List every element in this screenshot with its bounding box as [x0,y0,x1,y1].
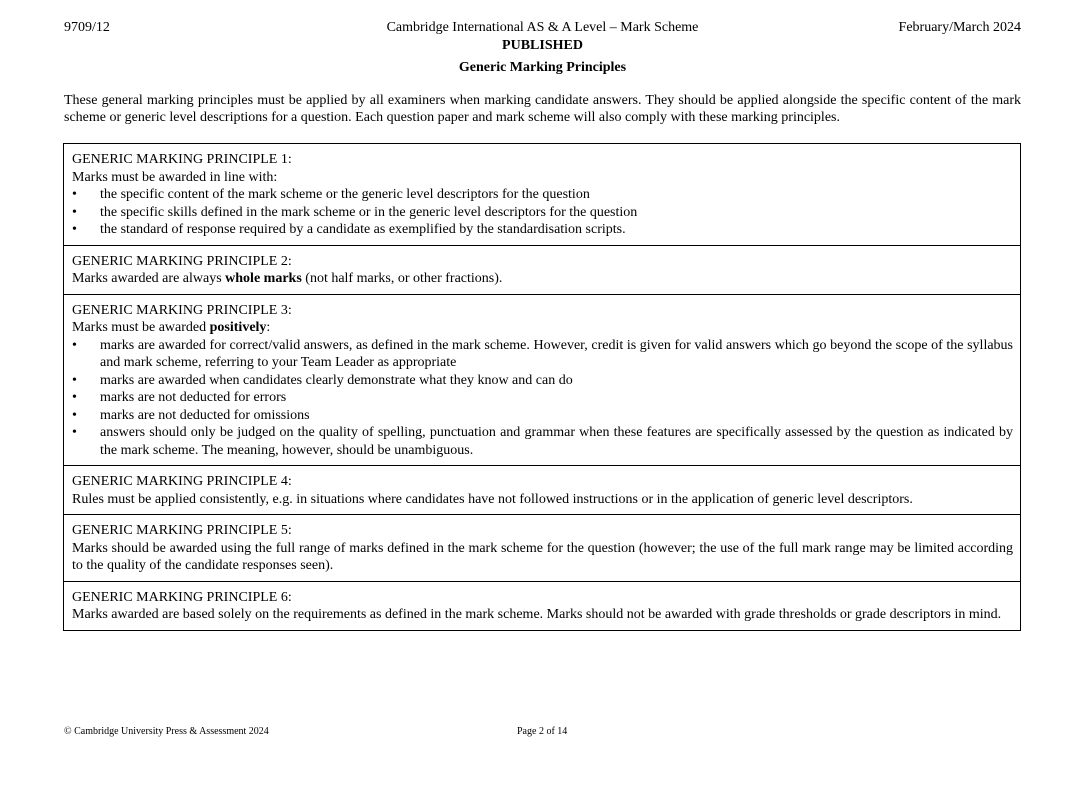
principle-2 [64,245,1020,294]
principle-text: Marks awarded are based solely on the requirements as defined in the mark scheme. Marks should not be awarded with grade thresholds or grade descriptors in mind. [72,607,1002,622]
principle-6 [64,581,1020,630]
text-part: : [266,320,271,335]
exam-session: February/March 2024 [898,20,1021,35]
bullet-item: • the standard of response required by a candidate as exemplified by the standardisation scripts. [72,221,1013,239]
page-number: Page 2 of 14 [517,726,568,737]
section-title: Generic Marking Principles [458,60,627,75]
emphasis-text: positively [209,320,267,335]
published-label: PUBLISHED [502,38,583,53]
document-title: Cambridge International AS & A Level – Mark Scheme [386,20,699,35]
bullet-item: • the specific content of the mark scheme or the generic level descriptors for the question [72,186,1013,204]
principle-title: GENERIC MARKING PRINCIPLE 6: [72,589,292,605]
principle-title: GENERIC MARKING PRINCIPLE 4: [72,474,292,489]
principle-text [72,270,1013,288]
principle-text: Rules must be applied consistently, e.g. in situations where candidates have not followed instructions or in the application of generic level descriptors. [72,491,913,507]
principle-text: Marks should be awarded using the full range of marks defined in the mark scheme for the question (however; the use of the full mark range may be limited according to the quality of the candidate responses seen). [72,540,1013,573]
principle-4 [64,465,1020,514]
principle-title: GENERIC MARKING PRINCIPLE 2: [72,253,292,269]
principles-table [63,143,1021,631]
syllabus-code: 9709/12 [64,20,110,35]
principle-3 [64,294,1020,466]
bullet-item: • marks are awarded when candidates clearly demonstrate what they know and can do [72,372,1013,390]
principle-title: GENERIC MARKING PRINCIPLE 1: [72,152,292,167]
bullet-item: • answers should only be judged on the quality of spelling, punctuation and grammar when these features are specifically assessed by the question as indicated by the mark scheme. The meaning, however, should be unambiguous. [72,424,1013,459]
principle-text [72,319,1013,337]
principle-title: GENERIC MARKING PRINCIPLE 3: [72,302,292,318]
principle-1 [64,144,1020,245]
text-part: Marks must be awarded [72,320,210,335]
emphasis-text: whole marks [225,271,302,286]
page-header [64,20,1021,40]
intro-paragraph: These general marking principles must be applied by all examiners when marking candidate answers. They should be applied alongside the specific content of the mark scheme or generic level descriptions for a question. Each question paper and mark scheme will also comply with these marking principles. [64,93,1021,125]
principle-bullets [72,337,1013,460]
principle-title: GENERIC MARKING PRINCIPLE 5: [72,523,292,538]
bullet-item: • marks are not deducted for omissions [72,407,1013,425]
text-part: (not half marks, or other fractions). [301,271,503,286]
principle-text: Marks must be awarded in line with: [72,169,278,185]
text-part: Marks awarded are always [72,271,226,286]
bullet-item: • the specific skills defined in the mark scheme or in the generic level descriptors for the question [72,204,1013,222]
bullet-item: • marks are awarded for correct/valid answers, as defined in the mark scheme. However, credit is given for valid answers which go beyond the scope of the syllabus and mark scheme, referring to your Team Leader as appropriate [72,337,1013,372]
copyright-notice: © Cambridge University Press & Assessment 2024 [64,726,269,737]
principle-5 [64,514,1020,581]
bullet-item: • marks are not deducted for errors [72,389,1013,407]
principle-bullets [72,186,1013,239]
